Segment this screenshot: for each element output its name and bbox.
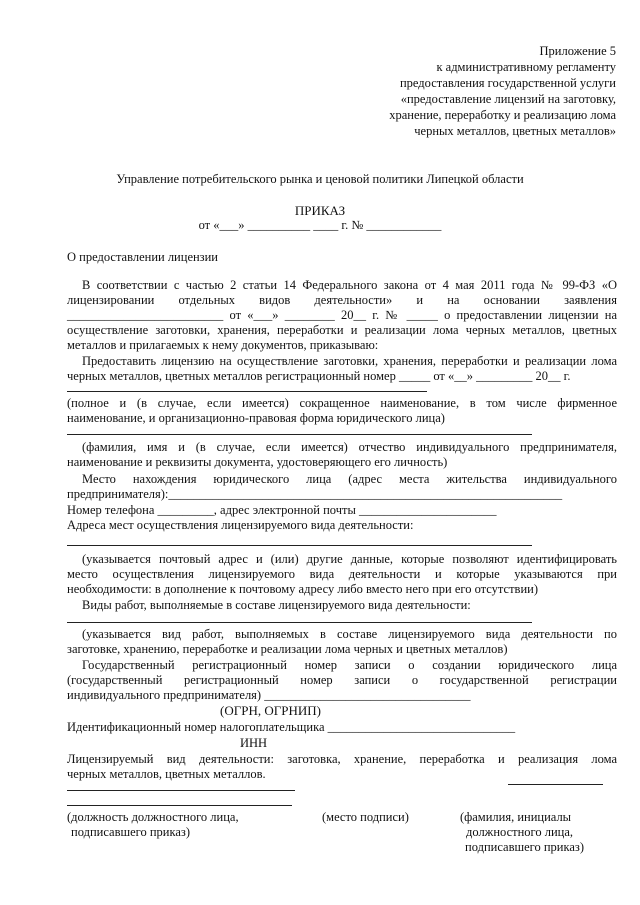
phone-email-line: Номер телефона _________, адрес электронной почты ______________________: [67, 503, 497, 517]
p6-line-2: место осуществления лицензируемого вида деятельности и которые указываются при: [67, 567, 617, 581]
inn-label: ИНН: [240, 736, 268, 750]
p1-line-5: металлов и прилагаемых к нему документов, приказываю:: [67, 338, 379, 352]
p1-line-4: осуществление заготовки, хранения, переработки и реализации лома черных металлов, цветных: [67, 323, 617, 337]
appendix-line-2: к административному регламенту: [436, 60, 616, 74]
appendix-line-5: хранение, переработку и реализацию лома: [389, 108, 616, 122]
p1-line-2: лицензировании отдельных видов деятельности» и на основании заявления: [67, 293, 617, 307]
p4-line-2: наименование и реквизиты документа, удостоверяющего его личность): [67, 455, 448, 469]
blank-line-works: [67, 622, 532, 623]
p8-line-2: (государственный регистрационный номер записи о государственной регистрации: [67, 673, 617, 687]
order-title: ПРИКАЗ: [294, 203, 346, 218]
p1-line-1: В соответствии с частью 2 статьи 14 Федерального закона от 4 мая 2011 года № 99-ФЗ «О: [82, 278, 617, 292]
works-label: Виды работ, выполняемые в составе лицензируемого вида деятельности:: [82, 598, 471, 612]
sig-position-line-1: (должность должностного лица,: [67, 810, 239, 824]
p6-line-1: (указывается почтовый адрес и (или) другие данные, которые позволяют идентифицировать: [82, 552, 617, 566]
p2-line-2: черных металлов, цветных металлов регистрационный номер _____ от «__» _________ 20__ г.: [67, 369, 571, 383]
p5-line-1: Место нахождения юридического лица (адрес места жительства индивидуального: [82, 472, 617, 486]
order-subject: О предоставлении лицензии: [67, 250, 218, 264]
p8-line-1: Государственный регистрационный номер записи о создании юридического лица: [82, 658, 617, 672]
signature-line-name: [508, 784, 603, 785]
p8-line-3: индивидуального предпринимателя) _________________________________: [67, 688, 471, 702]
appendix-line-6: черных металлов, цветных металлов»: [414, 124, 616, 138]
p9-line-2: черных металлов, цветных металлов.: [67, 767, 266, 781]
p5-line-2: предпринимателя):_______________________________________________________________: [67, 487, 563, 501]
ogrn-label: (ОГРН, ОГРНИП): [220, 703, 321, 718]
p9-line-1: Лицензируемый вид деятельности: заготовка, хранение, переработка и реализация лома: [67, 752, 617, 766]
sig-place: (место подписи): [322, 810, 409, 824]
blank-line-org: [67, 391, 427, 392]
p1-line-3: _________________________ от «___» ________ 20__ г. № _____ о предоставлении лицензии на: [67, 308, 617, 322]
sig-name-line-2: должностного лица,: [466, 825, 574, 839]
appendix-line-3: предоставления государственной услуги: [399, 76, 616, 90]
p3-line-1: (полное и (в случае, если имеется) сокращенное наименование, в том числе фирменное: [67, 396, 617, 410]
signature-line-position: [67, 805, 292, 806]
blank-line-entrepreneur: [67, 434, 532, 435]
p7-line-1: (указывается вид работ, выполняемых в составе лицензируемого вида деятельности по: [82, 627, 617, 641]
authority-title: Управление потребительского рынка и ценовой политики Липецкой области: [116, 172, 524, 186]
addresses-label: Адреса мест осуществления лицензируемого вида деятельности:: [67, 518, 414, 532]
p7-line-2: заготовке, хранению, переработке и реализации лома черных и цветных металлов): [67, 642, 508, 656]
inn-line: Идентификационный номер налогоплательщика ______________________________: [67, 720, 516, 734]
p2-line-1: Предоставить лицензию на осуществление заготовки, хранения, переработки и реализации лома: [82, 354, 617, 368]
order-date-line: от «___» __________ ____ г. № ____________: [198, 218, 442, 232]
blank-line-addresses: [67, 545, 532, 546]
p3-line-2: наименование, и организационно-правовая форма юридического лица): [67, 411, 445, 425]
appendix-line-1: Приложение 5: [539, 44, 616, 58]
signature-line-position-upper: [67, 790, 295, 791]
sig-name-line-1: (фамилия, инициалы: [460, 810, 572, 824]
p4-line-1: (фамилия, имя и (в случае, если имеется) отчество индивидуального предпринимателя,: [82, 440, 617, 454]
sig-name-line-3: подписавшего приказ): [465, 840, 584, 854]
p6-line-3: необходимости: в дополнение к почтовому адресу либо вместо него при его отсутствии): [67, 582, 538, 596]
sig-position-line-2: подписавшего приказ): [71, 825, 190, 839]
appendix-line-4: «предоставление лицензий на заготовку,: [400, 92, 616, 106]
